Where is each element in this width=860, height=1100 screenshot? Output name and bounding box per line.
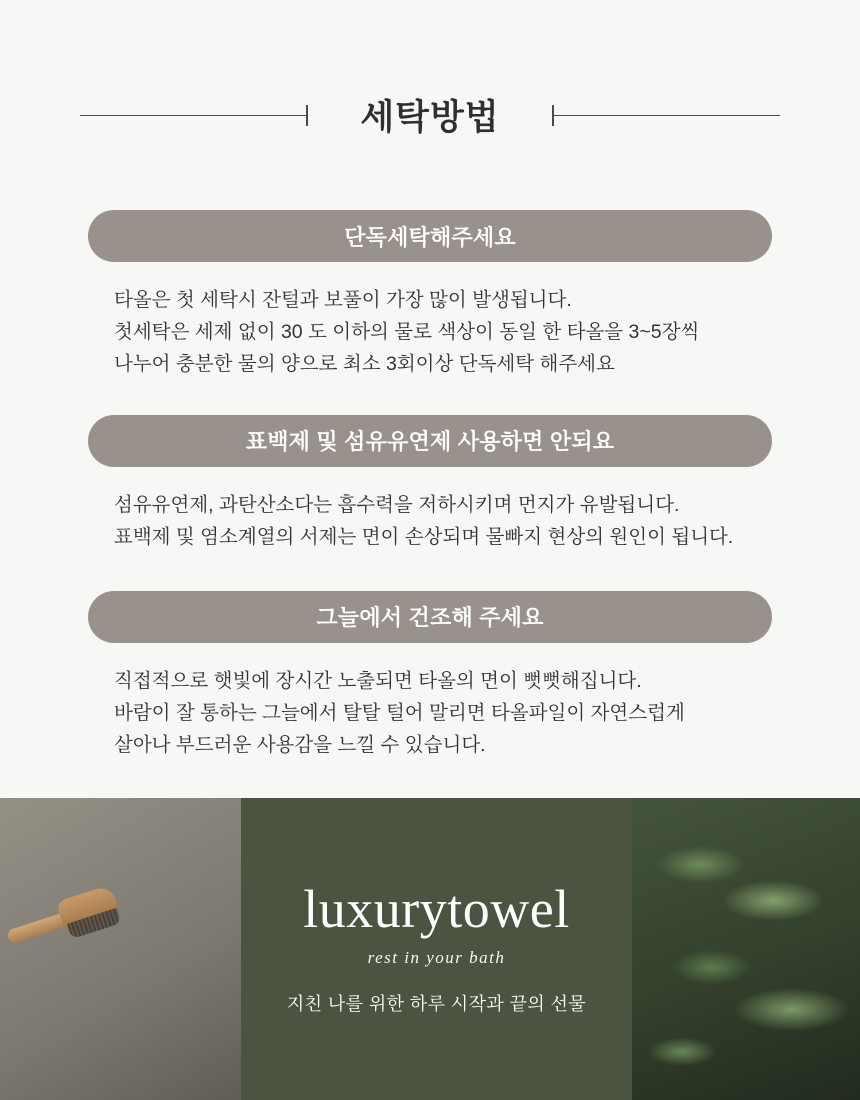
care-section-1 bbox=[88, 210, 772, 381]
section-3-line-3: 살아나 부드러운 사용감을 느낄 수 있습니다. bbox=[114, 734, 486, 757]
section-heading-2: 표백제 및 섬유유연제 사용하면 안되요 bbox=[88, 415, 772, 467]
section-body-1 bbox=[88, 262, 772, 381]
brand-subline: 지친 나를 위한 하루 시작과 끝의 선물 bbox=[286, 994, 587, 1014]
leaves-photo-fill bbox=[632, 798, 860, 1100]
care-section-3 bbox=[88, 591, 772, 762]
section-heading-3: 그늘에서 건조해 주세요 bbox=[88, 591, 772, 643]
page-title: 세탁방법 bbox=[360, 98, 500, 137]
section-1-line-1: 타올은 첫 세탁시 잔털과 보풀이 가장 많이 발생됩니다. bbox=[114, 289, 572, 311]
section-3-line-2: 바람이 잘 통하는 그늘에서 탈탈 털어 말리면 타올파일이 자연스럽게 bbox=[114, 702, 685, 725]
section-body-3 bbox=[88, 643, 772, 762]
section-2-line-1: 섬유유연제, 과탄산소다는 흡수력을 저하시키며 먼지가 유발됩니다. bbox=[114, 493, 680, 516]
section-3-line-1: 직접적으로 햇빛에 장시간 노출되면 타올의 면이 뻣뻣해집니다. bbox=[114, 669, 642, 692]
header-rule-right bbox=[552, 115, 780, 116]
soap-and-towels-photo bbox=[0, 798, 241, 1100]
green-leaves-photo bbox=[632, 798, 860, 1100]
brand-tagline: rest in your bath bbox=[367, 948, 506, 967]
section-body-2 bbox=[88, 467, 772, 553]
brand-panel bbox=[241, 798, 632, 1100]
header-rule-group bbox=[80, 90, 780, 140]
section-1-line-2: 첫세탁은 세제 없이 30 도 이하의 물로 색상이 동일 한 타올을 3~5장씩 bbox=[114, 321, 700, 344]
brand-banner bbox=[0, 798, 860, 1100]
care-instructions bbox=[0, 210, 860, 761]
section-1-line-3: 나누어 충분한 물의 양으로 최소 3회이상 단독세탁 해주세요 bbox=[114, 353, 615, 376]
spacer-1 bbox=[88, 381, 772, 415]
section-heading-1: 단독세탁해주세요 bbox=[88, 210, 772, 262]
spacer-2 bbox=[88, 553, 772, 591]
brand-name: luxurytowel bbox=[303, 879, 570, 939]
section-2-line-2: 표백제 및 염소계열의 서제는 면이 손상되며 물빠지 현상의 원인이 됩니다. bbox=[114, 525, 734, 548]
care-section-2 bbox=[88, 415, 772, 553]
page-header bbox=[0, 0, 860, 210]
header-rule-left bbox=[80, 115, 308, 116]
